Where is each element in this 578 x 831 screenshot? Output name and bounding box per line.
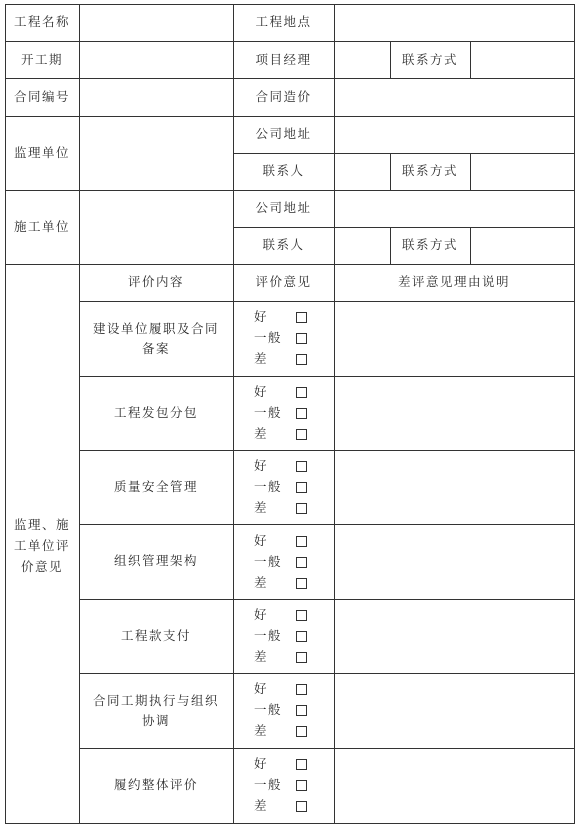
- row-divider: [5, 190, 575, 191]
- option-good-checkbox[interactable]: [296, 312, 307, 323]
- option-average-checkbox[interactable]: [296, 333, 307, 344]
- option-poor-label: 差: [254, 351, 269, 366]
- option-good-checkbox[interactable]: [296, 536, 307, 547]
- option-average-label: 一般: [254, 330, 283, 345]
- option-average-label: 一般: [254, 777, 283, 792]
- col-divider: [334, 4, 335, 824]
- project-location-label: 工程地点: [255, 14, 312, 29]
- option-poor-label: 差: [254, 426, 269, 441]
- option-average-label: 一般: [254, 405, 283, 420]
- col-header-reason: 差评意见理由说明: [397, 274, 510, 289]
- option-poor-checkbox[interactable]: [296, 578, 307, 589]
- option-poor-checkbox[interactable]: [296, 726, 307, 737]
- eval-item: 组织管理架构: [113, 553, 198, 568]
- border-right: [574, 4, 575, 824]
- option-poor-label: 差: [254, 575, 269, 590]
- option-good-checkbox[interactable]: [296, 610, 307, 621]
- option-poor-label: 差: [254, 723, 269, 738]
- row-divider: [79, 748, 575, 749]
- eval-item: 履约整体评价: [113, 777, 198, 792]
- col-divider: [470, 227, 471, 265]
- option-good-label: 好: [254, 309, 269, 324]
- option-average-checkbox[interactable]: [296, 631, 307, 642]
- border-top: [5, 4, 575, 5]
- option-good-label: 好: [254, 458, 269, 473]
- option-average-checkbox[interactable]: [296, 482, 307, 493]
- option-average-checkbox[interactable]: [296, 705, 307, 716]
- eval-item: 质量安全管理: [113, 479, 198, 494]
- supervisor-contact-person-label: 联系人: [262, 163, 305, 178]
- evaluation-section-label: 监理、施 工单位评 价意见: [13, 517, 70, 574]
- option-good-label: 好: [254, 681, 269, 696]
- constructor-contact-person-label: 联系人: [262, 237, 305, 252]
- row-divider: [5, 116, 575, 117]
- option-poor-label: 差: [254, 649, 269, 664]
- start-period-label: 开工期: [20, 52, 63, 67]
- row-divider: [79, 673, 575, 674]
- option-poor-checkbox[interactable]: [296, 354, 307, 365]
- option-average-checkbox[interactable]: [296, 408, 307, 419]
- supervisor-contact-label: 联系方式: [401, 163, 458, 178]
- col-header-content: 评价内容: [127, 274, 184, 289]
- option-good-label: 好: [254, 533, 269, 548]
- row-divider: [79, 376, 575, 377]
- contract-no-label: 合同编号: [13, 89, 70, 104]
- option-poor-checkbox[interactable]: [296, 652, 307, 663]
- option-average-checkbox[interactable]: [296, 780, 307, 791]
- option-good-label: 好: [254, 384, 269, 399]
- option-average-label: 一般: [254, 554, 283, 569]
- option-poor-label: 差: [254, 500, 269, 515]
- option-good-checkbox[interactable]: [296, 387, 307, 398]
- col-header-opinion: 评价意见: [255, 274, 312, 289]
- option-poor-label: 差: [254, 798, 269, 813]
- eval-item: 建设单位履职及合同 备案: [92, 321, 219, 356]
- eval-item: 工程款支付: [120, 628, 191, 643]
- option-average-label: 一般: [254, 479, 283, 494]
- supervisor-address-label: 公司地址: [255, 126, 312, 141]
- row-divider: [5, 41, 575, 42]
- border-left: [5, 4, 6, 824]
- row-divider: [79, 524, 575, 525]
- constructor-address-label: 公司地址: [255, 200, 312, 215]
- option-average-checkbox[interactable]: [296, 557, 307, 568]
- row-divider: [79, 301, 575, 302]
- col-divider: [470, 41, 471, 79]
- border-bottom: [5, 823, 575, 824]
- option-poor-checkbox[interactable]: [296, 429, 307, 440]
- supervisor-unit-label: 监理单位: [13, 145, 70, 160]
- row-divider: [5, 264, 575, 265]
- option-good-checkbox[interactable]: [296, 759, 307, 770]
- col-divider: [470, 153, 471, 191]
- project-manager-label: 项目经理: [255, 52, 312, 67]
- option-average-label: 一般: [254, 702, 283, 717]
- contract-cost-label: 合同造价: [255, 89, 312, 104]
- constructor-unit-label: 施工单位: [13, 219, 70, 234]
- option-good-label: 好: [254, 607, 269, 622]
- project-name-label: 工程名称: [13, 14, 70, 29]
- eval-item: 合同工期执行与组织 协调: [92, 693, 219, 728]
- eval-item: 工程发包分包: [113, 405, 198, 420]
- option-average-label: 一般: [254, 628, 283, 643]
- contact-label: 联系方式: [401, 52, 458, 67]
- option-good-label: 好: [254, 756, 269, 771]
- option-good-checkbox[interactable]: [296, 684, 307, 695]
- row-divider: [5, 78, 575, 79]
- row-divider: [233, 153, 575, 154]
- row-divider: [233, 227, 575, 228]
- option-good-checkbox[interactable]: [296, 461, 307, 472]
- option-poor-checkbox[interactable]: [296, 801, 307, 812]
- option-poor-checkbox[interactable]: [296, 503, 307, 514]
- row-divider: [79, 599, 575, 600]
- constructor-contact-label: 联系方式: [401, 237, 458, 252]
- row-divider: [79, 450, 575, 451]
